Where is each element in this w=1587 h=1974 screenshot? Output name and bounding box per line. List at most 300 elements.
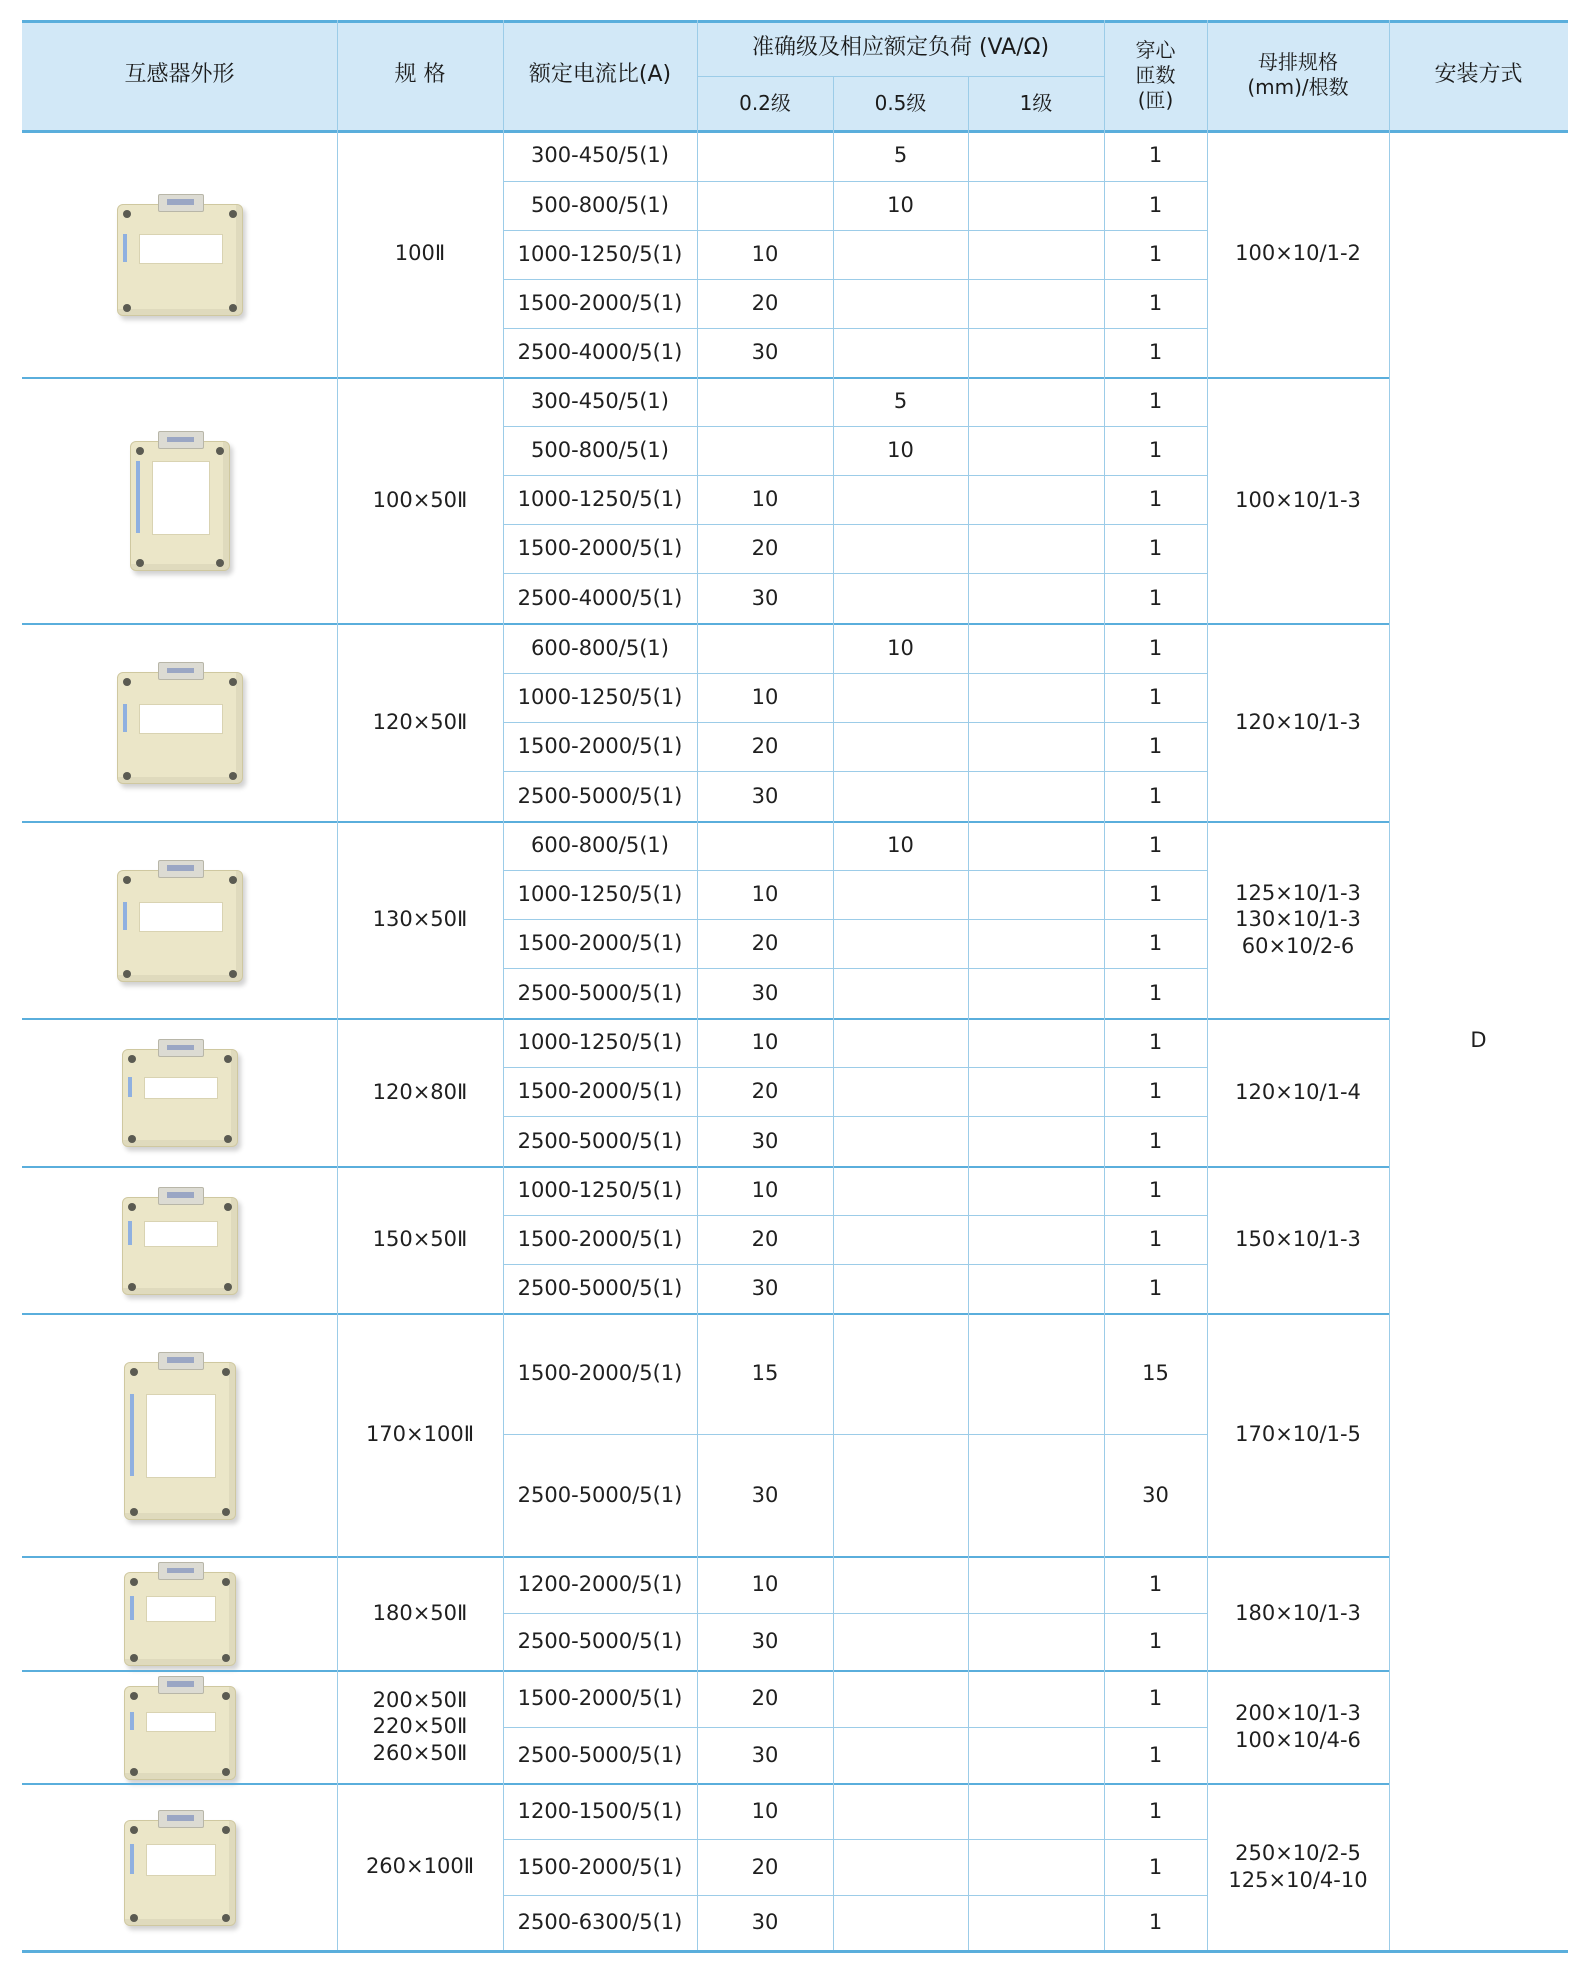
class-0-2-cell (697, 426, 833, 475)
ratio-cell: 1000-1250/5(1) (517, 487, 683, 512)
busbar-cell-line: 100×10/4-6 (1235, 1727, 1361, 1752)
turns-cell: 1 (1148, 291, 1163, 316)
core-window (139, 704, 223, 734)
bolt-icon (128, 1203, 136, 1211)
nameplate-strip (123, 704, 127, 732)
transformer-body (124, 1686, 236, 1780)
ratio-cell: 600-800/5(1) (531, 833, 669, 858)
busbar-cell: 100×10/1-2 (1235, 241, 1361, 266)
grid-line-h (503, 230, 1207, 231)
header-spec: 规 格 (337, 20, 503, 130)
bolt-icon (130, 1692, 138, 1700)
grid-line-h (503, 1839, 1207, 1840)
device-image-cell (22, 1313, 337, 1556)
grid-line-h (22, 1783, 1389, 1785)
current-transformer-icon (124, 1560, 236, 1666)
ratio-cell: 2500-5000/5(1) (517, 1128, 683, 1153)
class-1-cell (968, 475, 1104, 524)
bolt-icon (128, 1135, 136, 1143)
nameplate-strip (128, 1077, 132, 1097)
core-window (146, 1596, 216, 1622)
class-0-5-cell: 10 (887, 438, 914, 463)
spec-cell: 120×80Ⅱ (372, 1079, 468, 1104)
nameplate-strip (130, 1394, 134, 1476)
current-transformer-icon (117, 858, 243, 982)
class-0-5-cell: 10 (887, 833, 914, 858)
ratio-cell: 2500-5000/5(1) (517, 1742, 683, 1767)
busbar-cell: 180×10/1-3 (1235, 1600, 1361, 1625)
grid-line-h (503, 968, 1207, 969)
bolt-icon (130, 1826, 138, 1834)
turns-cell: 1 (1148, 1227, 1163, 1252)
class-0-5-cell (833, 673, 968, 722)
class-1-cell (968, 1215, 1104, 1264)
class-0-2-cell: 10 (751, 1798, 779, 1823)
terminal-block (158, 431, 204, 449)
class-0-2-cell: 10 (751, 1572, 779, 1597)
class-0-2-cell: 30 (751, 340, 779, 365)
grid-line-v (337, 20, 338, 1950)
ratio-cell: 1500-2000/5(1) (517, 1854, 683, 1879)
turns-cell: 1 (1148, 536, 1163, 561)
terminal-block (158, 860, 204, 878)
class-0-5-cell (833, 1783, 968, 1839)
class-0-2-cell: 10 (751, 1178, 779, 1203)
turns-cell: 1 (1148, 833, 1163, 858)
grid-line-h (22, 821, 1389, 823)
header-turns (1104, 20, 1207, 130)
grid-line-h (22, 1166, 1389, 1168)
busbar-cell: 120×10/1-3 (1235, 709, 1361, 734)
class-1-cell (968, 426, 1104, 475)
nameplate-strip (123, 234, 127, 262)
ratio-cell: 1000-1250/5(1) (517, 1178, 683, 1203)
busbar-cell: 120×10/1-4 (1235, 1079, 1361, 1104)
turns-cell: 1 (1148, 1079, 1163, 1104)
bolt-icon (130, 1768, 138, 1776)
class-0-2-cell: 10 (751, 685, 779, 710)
header-turns-line: (匝) (1137, 87, 1174, 112)
class-1-cell (968, 279, 1104, 328)
turns-cell: 1 (1148, 1030, 1163, 1055)
bolt-icon (123, 772, 131, 780)
grid-line-h (22, 20, 1568, 23)
class-1-cell (968, 1727, 1104, 1783)
device-image-cell (22, 821, 337, 1018)
class-0-5-cell (833, 1264, 968, 1313)
bolt-icon (229, 876, 237, 884)
class-1-cell (968, 673, 1104, 722)
class-0-2-cell: 20 (751, 1227, 779, 1252)
grid-line-h (503, 1895, 1207, 1896)
spec-cell: 120×50Ⅱ (372, 709, 468, 734)
header-class-0-2: 0.2级 (697, 76, 833, 130)
class-1-cell (968, 1613, 1104, 1670)
class-0-2-cell: 10 (751, 487, 779, 512)
class-0-5-cell (833, 1613, 968, 1670)
ratio-cell: 2500-4000/5(1) (517, 340, 683, 365)
grid-line-h (503, 573, 1207, 574)
class-1-cell (968, 1018, 1104, 1067)
class-1-cell (968, 524, 1104, 573)
core-window (146, 1712, 216, 1732)
core-window (146, 1394, 216, 1478)
spec-cell-line: 200×50Ⅱ (372, 1688, 468, 1713)
turns-cell: 1 (1148, 1798, 1163, 1823)
core-window (152, 461, 210, 535)
header-busbar-line: 母排规格 (1258, 50, 1338, 74)
ratio-cell: 2500-5000/5(1) (517, 1276, 683, 1301)
current-transformer-icon (122, 1185, 238, 1295)
turns-cell: 1 (1148, 1128, 1163, 1153)
bolt-icon (222, 1368, 230, 1376)
grid-line-h (503, 673, 1207, 674)
terminal-block (158, 1676, 204, 1694)
terminal-block (158, 1352, 204, 1370)
core-window (139, 234, 223, 264)
header-class-1: 1级 (968, 76, 1104, 130)
device-image-cell (22, 1556, 337, 1670)
grid-line-v (503, 20, 504, 1950)
bolt-icon (123, 304, 131, 312)
bolt-icon (222, 1826, 230, 1834)
grid-line-h (22, 130, 1568, 133)
bolt-icon (229, 210, 237, 218)
turns-cell: 1 (1148, 635, 1163, 660)
ratio-cell: 1200-1500/5(1) (517, 1798, 683, 1823)
bolt-icon (224, 1055, 232, 1063)
header-busbar (1207, 20, 1389, 130)
turns-cell: 1 (1148, 143, 1163, 168)
busbar-cell-line: 250×10/2-5 (1235, 1841, 1361, 1866)
ratio-cell: 2500-5000/5(1) (517, 1629, 683, 1654)
class-0-2-cell: 20 (751, 291, 779, 316)
spec-cell: 260×100Ⅱ (365, 1854, 475, 1879)
class-1-cell (968, 771, 1104, 821)
grid-line-h (503, 1727, 1207, 1728)
grid-line-h (503, 279, 1207, 280)
grid-line-h (22, 623, 1389, 625)
header-mounting: 安装方式 (1389, 20, 1568, 130)
core-window (144, 1077, 218, 1099)
class-0-5-cell (833, 771, 968, 821)
class-0-2-cell: 30 (751, 1910, 779, 1935)
class-1-cell (968, 870, 1104, 919)
bolt-icon (123, 876, 131, 884)
bolt-icon (222, 1768, 230, 1776)
class-0-2-cell: 30 (751, 1128, 779, 1153)
grid-line-h (503, 771, 1207, 772)
class-0-2-cell: 10 (751, 882, 779, 907)
header-accuracy-group: 准确级及相应额定负荷 (VA/Ω) (697, 20, 1104, 76)
grid-line-h (22, 1313, 1389, 1315)
class-1-cell (968, 919, 1104, 968)
class-0-5-cell (833, 1067, 968, 1116)
bolt-icon (229, 304, 237, 312)
class-1-cell (968, 1264, 1104, 1313)
ratio-cell: 300-450/5(1) (531, 389, 669, 414)
grid-line-h (503, 1613, 1207, 1614)
ratio-cell: 1500-2000/5(1) (517, 1079, 683, 1104)
terminal-block (158, 1562, 204, 1580)
current-transformer-icon (130, 429, 230, 571)
core-window (146, 1844, 216, 1876)
current-transformer-icon (124, 1808, 236, 1926)
nameplate-strip (130, 1712, 134, 1730)
grid-line-h (503, 475, 1207, 476)
class-0-5-cell (833, 573, 968, 623)
turns-cell: 1 (1148, 438, 1163, 463)
device-image-cell (22, 1166, 337, 1313)
ratio-cell: 500-800/5(1) (531, 438, 669, 463)
class-0-2-cell: 30 (751, 1482, 779, 1507)
spec-cell: 150×50Ⅱ (372, 1227, 468, 1252)
bolt-icon (130, 1508, 138, 1516)
ratio-cell: 300-450/5(1) (531, 143, 669, 168)
class-0-2-cell: 15 (751, 1361, 779, 1386)
core-window (144, 1221, 218, 1247)
grid-line-h (503, 1067, 1207, 1068)
ratio-cell: 1500-2000/5(1) (517, 734, 683, 759)
class-0-2-cell: 30 (751, 1276, 779, 1301)
spec-cell: 130×50Ⅱ (372, 907, 468, 932)
spec-cell-line: 260×50Ⅱ (372, 1740, 468, 1765)
grid-line-v (697, 20, 698, 1950)
class-1-cell (968, 1434, 1104, 1556)
current-transformer-icon (124, 1350, 236, 1520)
busbar-cell-line: 60×10/2-6 (1241, 933, 1355, 958)
core-window (139, 902, 223, 932)
ratio-cell: 1500-2000/5(1) (517, 1361, 683, 1386)
grid-line-v (968, 76, 969, 1950)
bolt-icon (123, 210, 131, 218)
grid-line-h (503, 1434, 1207, 1435)
bolt-icon (128, 1055, 136, 1063)
grid-line-h (503, 426, 1207, 427)
class-0-2-cell: 30 (751, 783, 779, 808)
spec-cell: 180×50Ⅱ (372, 1600, 468, 1625)
class-0-5-cell (833, 919, 968, 968)
class-1-cell (968, 328, 1104, 377)
grid-line-h (22, 1670, 1389, 1672)
grid-line-h (503, 919, 1207, 920)
class-0-2-cell: 20 (751, 1854, 779, 1879)
class-0-5-cell: 10 (887, 193, 914, 218)
device-image-cell (22, 1018, 337, 1166)
class-0-2-cell: 20 (751, 1079, 779, 1104)
busbar-cell-line: 130×10/1-3 (1235, 907, 1361, 932)
terminal-block (158, 194, 204, 212)
class-0-5-cell (833, 1215, 968, 1264)
header-class-0-5: 0.5级 (833, 76, 968, 130)
turns-cell: 1 (1148, 193, 1163, 218)
class-1-cell (968, 573, 1104, 623)
bolt-icon (229, 678, 237, 686)
grid-line-h (503, 870, 1207, 871)
busbar-cell-line: 200×10/1-3 (1235, 1701, 1361, 1726)
grid-line-h (503, 524, 1207, 525)
spec-cell-line: 220×50Ⅱ (372, 1714, 468, 1739)
bolt-icon (130, 1578, 138, 1586)
class-0-2-cell: 30 (751, 585, 779, 610)
busbar-cell: 150×10/1-3 (1235, 1227, 1361, 1252)
class-1-cell (968, 1670, 1104, 1727)
class-1-cell (968, 1783, 1104, 1839)
class-1-cell (968, 1556, 1104, 1613)
turns-cell: 1 (1148, 1572, 1163, 1597)
class-0-5-cell (833, 1116, 968, 1166)
ratio-cell: 500-800/5(1) (531, 193, 669, 218)
ratio-cell: 1500-2000/5(1) (517, 1227, 683, 1252)
bolt-icon (216, 559, 224, 567)
header-turns-line: 匝数 (1135, 62, 1176, 87)
nameplate-strip (130, 1596, 134, 1620)
bolt-icon (136, 559, 144, 567)
busbar-cell (1207, 1670, 1389, 1783)
ratio-cell: 1500-2000/5(1) (517, 536, 683, 561)
ratio-cell: 1200-2000/5(1) (517, 1572, 683, 1597)
class-1-cell (968, 1116, 1104, 1166)
spec-cell: 100×50Ⅱ (372, 487, 468, 512)
ratio-cell: 1500-2000/5(1) (517, 1686, 683, 1711)
bolt-icon (130, 1368, 138, 1376)
turns-cell: 1 (1148, 1742, 1163, 1767)
turns-cell: 1 (1148, 1276, 1163, 1301)
bolt-icon (128, 1283, 136, 1291)
class-0-5-cell: 10 (887, 635, 914, 660)
grid-line-h (22, 1018, 1389, 1020)
terminal-block (158, 1039, 204, 1057)
busbar-cell (1207, 1783, 1389, 1950)
class-0-5-cell (833, 1895, 968, 1950)
class-1-cell (968, 1895, 1104, 1950)
nameplate-strip (136, 461, 140, 533)
class-0-2-cell (697, 623, 833, 673)
ratio-cell: 1000-1250/5(1) (517, 882, 683, 907)
class-0-2-cell: 30 (751, 980, 779, 1005)
turns-cell: 1 (1148, 1178, 1163, 1203)
ratio-cell: 1500-2000/5(1) (517, 931, 683, 956)
current-transformer-icon (117, 660, 243, 784)
busbar-cell (1207, 821, 1389, 1018)
nameplate-strip (123, 902, 127, 930)
spec-cell: 170×100Ⅱ (365, 1422, 475, 1447)
class-0-5-cell (833, 1727, 968, 1783)
class-0-5-cell (833, 279, 968, 328)
class-0-5-cell (833, 475, 968, 524)
bolt-icon (216, 447, 224, 455)
class-1-cell (968, 230, 1104, 279)
class-0-5-cell: 5 (893, 389, 908, 414)
turns-cell: 1 (1148, 980, 1163, 1005)
turns-cell: 1 (1148, 487, 1163, 512)
grid-line-h (22, 1950, 1568, 1953)
bolt-icon (229, 970, 237, 978)
turns-cell: 1 (1148, 734, 1163, 759)
busbar-cell: 100×10/1-3 (1235, 487, 1361, 512)
grid-line-v (1207, 20, 1208, 1950)
device-image-cell (22, 1783, 337, 1950)
turns-cell: 1 (1148, 1910, 1163, 1935)
bolt-icon (123, 678, 131, 686)
device-image-cell (22, 377, 337, 623)
class-1-cell (968, 1067, 1104, 1116)
spec-cell (337, 1670, 503, 1783)
bolt-icon (224, 1283, 232, 1291)
class-0-2-cell (697, 130, 833, 181)
device-image-cell (22, 1670, 337, 1783)
ratio-cell: 2500-5000/5(1) (517, 1482, 683, 1507)
class-1-cell (968, 377, 1104, 426)
ratio-cell: 1000-1250/5(1) (517, 1030, 683, 1055)
bolt-icon (123, 970, 131, 978)
current-transformer-icon (122, 1037, 238, 1147)
bolt-icon (130, 1914, 138, 1922)
turns-cell: 1 (1148, 340, 1163, 365)
turns-cell: 1 (1148, 931, 1163, 956)
ratio-cell: 2500-5000/5(1) (517, 980, 683, 1005)
current-transformer-icon (124, 1674, 236, 1780)
grid-line-h (697, 76, 1104, 77)
grid-line-v (1389, 20, 1390, 1950)
bolt-icon (224, 1135, 232, 1143)
device-image-cell (22, 130, 337, 377)
terminal-block (158, 662, 204, 680)
terminal-block (158, 1187, 204, 1205)
bolt-icon (130, 1654, 138, 1662)
class-0-2-cell: 10 (751, 242, 779, 267)
grid-line-h (22, 1556, 1389, 1558)
ratio-cell: 2500-4000/5(1) (517, 585, 683, 610)
turns-cell: 1 (1148, 389, 1163, 414)
class-1-cell (968, 623, 1104, 673)
class-0-5-cell: 5 (893, 143, 908, 168)
turns-cell: 15 (1142, 1361, 1169, 1386)
turns-cell: 1 (1148, 1854, 1163, 1879)
bolt-icon (136, 447, 144, 455)
grid-line-v (1104, 20, 1105, 1950)
busbar-cell-line: 125×10/1-3 (1235, 881, 1361, 906)
class-0-5-cell (833, 1839, 968, 1895)
class-0-2-cell: 10 (751, 1030, 779, 1055)
class-0-2-cell (697, 377, 833, 426)
nameplate-strip (130, 1844, 134, 1874)
ratio-cell: 2500-5000/5(1) (517, 783, 683, 808)
ratio-cell: 600-800/5(1) (531, 635, 669, 660)
turns-cell: 1 (1148, 685, 1163, 710)
turns-cell: 30 (1142, 1482, 1169, 1507)
turns-cell: 1 (1148, 882, 1163, 907)
grid-line-v (833, 76, 834, 1950)
class-1-cell (968, 722, 1104, 771)
class-1-cell (968, 1313, 1104, 1434)
turns-cell: 1 (1148, 783, 1163, 808)
grid-line-h (503, 1116, 1207, 1117)
class-0-5-cell (833, 870, 968, 919)
header-appearance: 互感器外形 (22, 20, 337, 130)
class-0-5-cell (833, 1313, 968, 1434)
grid-line-h (503, 328, 1207, 329)
bolt-icon (222, 1914, 230, 1922)
spec-cell: 100Ⅱ (394, 241, 446, 266)
class-1-cell (968, 1839, 1104, 1895)
class-0-2-cell: 20 (751, 734, 779, 759)
ratio-cell: 1000-1250/5(1) (517, 685, 683, 710)
ratio-cell: 2500-6300/5(1) (517, 1910, 683, 1935)
class-0-5-cell (833, 328, 968, 377)
grid-line-h (22, 377, 1389, 379)
class-0-5-cell (833, 1670, 968, 1727)
